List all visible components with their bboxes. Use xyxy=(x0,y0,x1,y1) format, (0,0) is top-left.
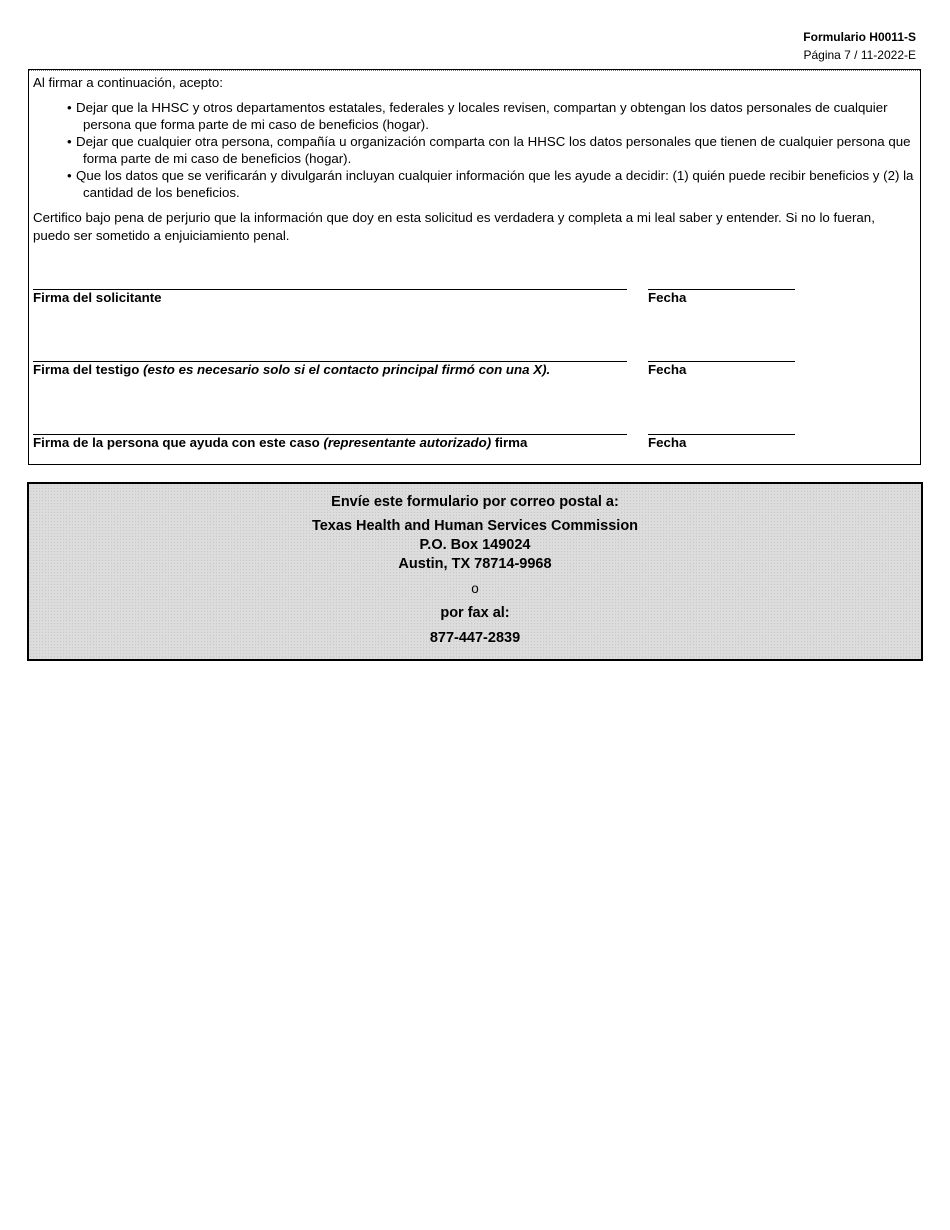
agreement-intro: Al firmar a continuación, acepto: xyxy=(33,75,223,90)
applicant-date-label: Fecha xyxy=(648,290,687,305)
signature-section xyxy=(28,69,921,465)
representative-date-label: Fecha xyxy=(648,435,687,450)
mailing-heading: Envíe este formulario por correo postal a: xyxy=(331,494,619,510)
page-info: Página 7 / 11-2022-E xyxy=(803,48,916,62)
mailing-org: Texas Health and Human Services Commission xyxy=(311,518,639,534)
page-header xyxy=(803,28,916,64)
mailing-city: Austin, TX 78714-9968 xyxy=(398,556,552,572)
bullet-icon: • xyxy=(67,134,72,149)
certification-text: Certifico bajo pena de perjurio que la información que doy en esta solicitud es verdadera y completa a mi leal saber y entender. Si no lo fueran, puedo ser sometido a enjuiciamiento penal. xyxy=(33,210,875,243)
list-item: • Dejar que cualquier otra persona, compañía u organización comparta con la HHSC los datos personales que tienen de cualquier persona que forma parte de mi caso de beneficios (hogar). xyxy=(67,134,911,166)
list-item: • Dejar que la HHSC y otros departamentos estatales, federales y locales revisen, compartan y obtengan los datos personales de cualquier persona que forma parte de mi caso de beneficios (hogar). xyxy=(67,100,888,132)
witness-note: (esto es necesario solo si el contacto principal firmó con una X). xyxy=(143,362,551,377)
representative-signature-label: Firma de la persona que ayuda con este caso (representante autorizado) firma xyxy=(33,435,528,450)
applicant-signature-label: Firma del solicitante xyxy=(33,290,162,305)
bullet-icon: • xyxy=(67,100,72,115)
mailing-or: o xyxy=(471,581,479,596)
mailing-po-box: P.O. Box 149024 xyxy=(419,537,531,553)
form-id: Formulario H0011-S xyxy=(803,30,916,44)
mailing-instructions xyxy=(27,482,923,661)
representative-note: (representante autorizado) xyxy=(323,435,492,450)
agreement-list xyxy=(59,99,914,201)
fax-number: 877-447-2839 xyxy=(429,630,521,646)
fax-heading: por fax al: xyxy=(440,605,510,621)
bullet-icon: • xyxy=(67,168,72,183)
witness-signature-label: Firma del testigo (esto es necesario solo si el contacto principal firmó con una X). xyxy=(33,362,551,377)
witness-date-label: Fecha xyxy=(648,362,687,377)
list-item: • Que los datos que se verificarán y divulgarán incluyan cualquier información que les ayude a decidir: (1) quién puede recibir beneficios y (2) la cantidad de los beneficios. xyxy=(67,168,914,200)
